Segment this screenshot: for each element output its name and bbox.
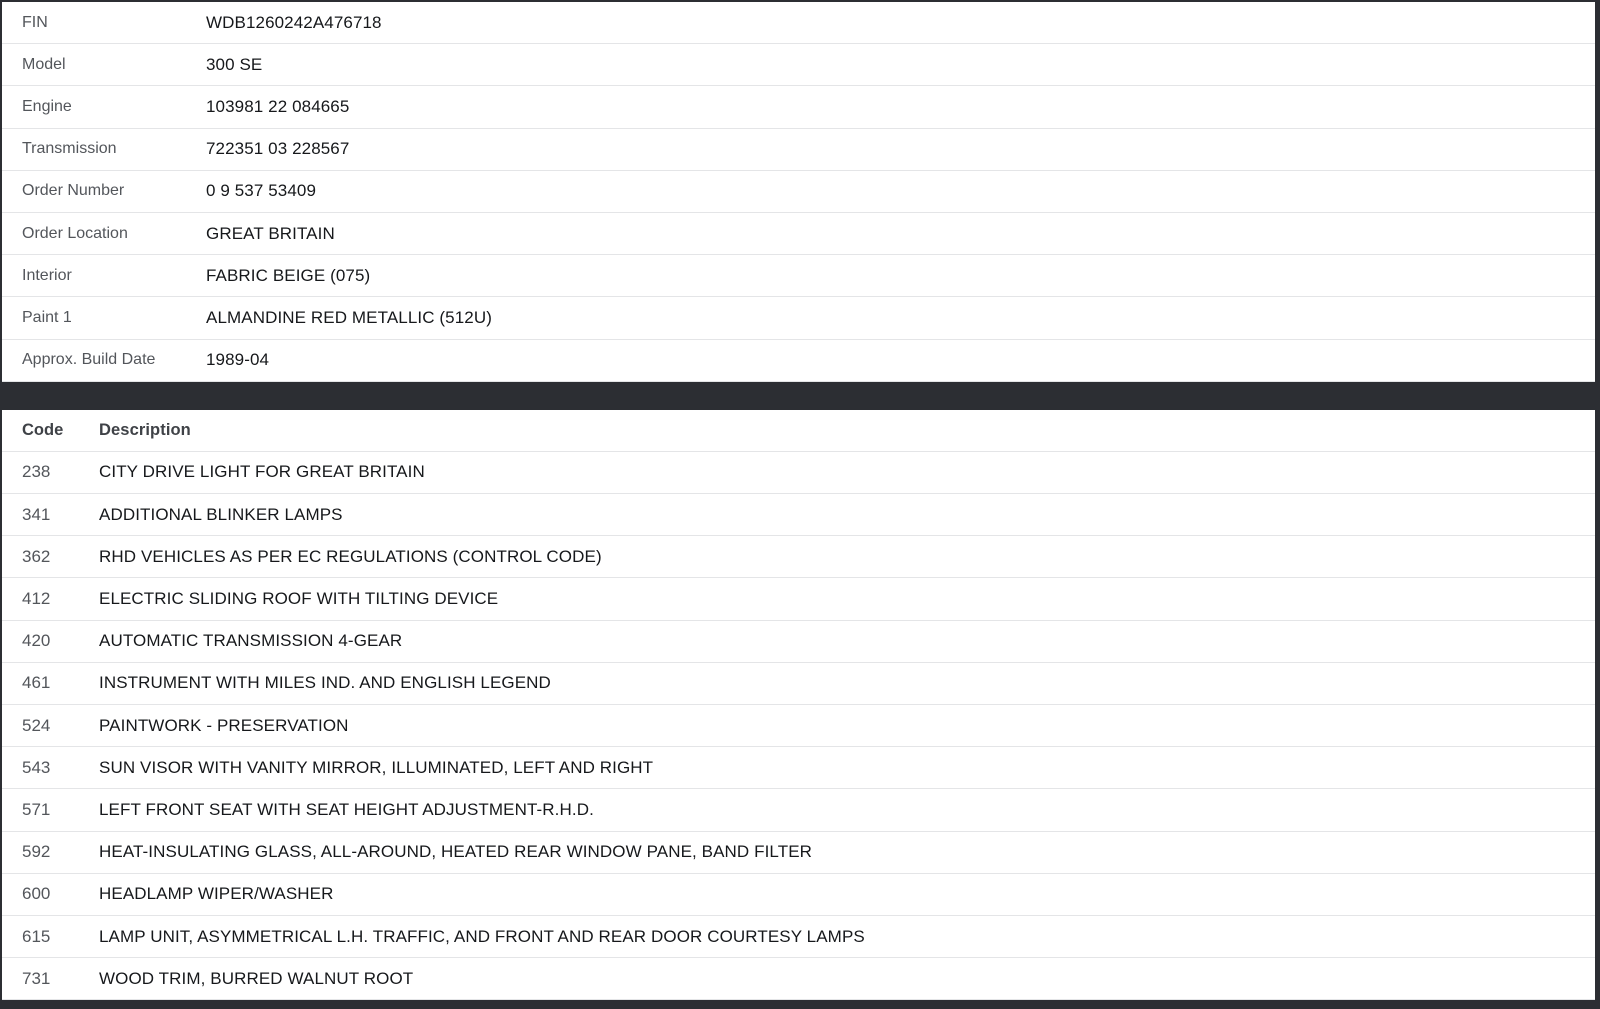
option-code: 592	[22, 842, 51, 862]
option-description: HEADLAMP WIPER/WASHER	[99, 884, 334, 904]
field-label: Approx. Build Date	[22, 351, 156, 369]
option-codes-header-row	[2, 410, 1595, 452]
option-code-row	[2, 536, 1595, 578]
option-code-row	[2, 789, 1595, 831]
option-description: HEAT-INSULATING GLASS, ALL-AROUND, HEATED REAR WINDOW PANE, BAND FILTER	[99, 842, 813, 862]
field-label: Interior	[22, 266, 72, 284]
option-code-row	[2, 452, 1595, 494]
field-label: Engine	[22, 97, 72, 115]
field-value: GREAT BRITAIN	[206, 223, 335, 243]
option-code-row	[2, 705, 1595, 747]
option-code: 341	[22, 504, 51, 524]
option-code-row	[2, 958, 1595, 1000]
option-description: SUN VISOR WITH VANITY MIRROR, ILLUMINATED, LEFT AND RIGHT	[99, 757, 654, 777]
vehicle-info-row	[2, 129, 1595, 171]
option-code: 524	[22, 715, 51, 735]
vehicle-info-row	[2, 86, 1595, 128]
option-code-row	[2, 494, 1595, 536]
vehicle-info-row	[2, 255, 1595, 297]
option-code-row	[2, 578, 1595, 620]
field-value: WDB1260242A476718	[206, 12, 382, 32]
vehicle-info-row	[2, 44, 1595, 86]
description-column-header: Description	[99, 420, 191, 439]
vehicle-info-row	[2, 340, 1595, 382]
field-label: Order Number	[22, 182, 125, 200]
option-code: 615	[22, 926, 51, 946]
field-value: ALMANDINE RED METALLIC (512U)	[206, 307, 492, 327]
field-label: Model	[22, 55, 66, 73]
vehicle-info-row	[2, 2, 1595, 44]
field-value: 1989-04	[206, 350, 270, 370]
option-code-row	[2, 832, 1595, 874]
option-description: PAINTWORK - PRESERVATION	[99, 715, 349, 735]
field-value: 300 SE	[206, 54, 263, 74]
field-label: FIN	[22, 13, 48, 31]
option-code: 238	[22, 462, 51, 482]
vehicle-info-rows	[2, 2, 1595, 382]
option-code: 543	[22, 757, 51, 777]
option-description: RHD VEHICLES AS PER EC REGULATIONS (CONTROL CODE)	[99, 546, 602, 566]
option-code-row	[2, 747, 1595, 789]
vehicle-info-row	[2, 297, 1595, 339]
option-code: 731	[22, 968, 51, 988]
field-value: 722351 03 228567	[206, 139, 350, 159]
option-description: LAMP UNIT, ASYMMETRICAL L.H. TRAFFIC, AND FRONT AND REAR DOOR COURTESY LAMPS	[99, 926, 865, 946]
option-codes-rows	[2, 452, 1595, 1000]
option-description: ELECTRIC SLIDING ROOF WITH TILTING DEVICE	[99, 589, 499, 609]
option-code-row	[2, 621, 1595, 663]
code-column-header: Code	[22, 420, 64, 439]
option-description: CITY DRIVE LIGHT FOR GREAT BRITAIN	[99, 462, 425, 482]
option-description: AUTOMATIC TRANSMISSION 4-GEAR	[99, 631, 403, 651]
option-code: 412	[22, 589, 51, 609]
field-value: FABRIC BEIGE (075)	[206, 265, 371, 285]
option-code: 600	[22, 884, 51, 904]
field-value: 103981 22 084665	[206, 96, 350, 116]
field-label: Transmission	[22, 140, 117, 158]
vehicle-datacard-page	[2, 2, 1595, 1000]
option-code: 362	[22, 546, 51, 566]
option-code-row	[2, 916, 1595, 958]
option-code: 571	[22, 799, 51, 819]
option-description: WOOD TRIM, BURRED WALNUT ROOT	[99, 968, 414, 988]
option-description: LEFT FRONT SEAT WITH SEAT HEIGHT ADJUSTMENT-R.H.D.	[99, 799, 594, 819]
option-code-row	[2, 663, 1595, 705]
option-description: ADDITIONAL BLINKER LAMPS	[99, 504, 343, 524]
field-value: 0 9 537 53409	[206, 181, 317, 201]
option-codes-table	[2, 410, 1595, 1001]
vehicle-info-table	[2, 2, 1595, 382]
vehicle-info-row	[2, 213, 1595, 255]
field-label: Order Location	[22, 224, 128, 242]
vehicle-info-row	[2, 171, 1595, 213]
option-code: 461	[22, 673, 51, 693]
option-description: INSTRUMENT WITH MILES IND. AND ENGLISH LEGEND	[99, 673, 551, 693]
option-code: 420	[22, 631, 51, 651]
field-label: Paint 1	[22, 308, 72, 326]
option-code-row	[2, 874, 1595, 916]
